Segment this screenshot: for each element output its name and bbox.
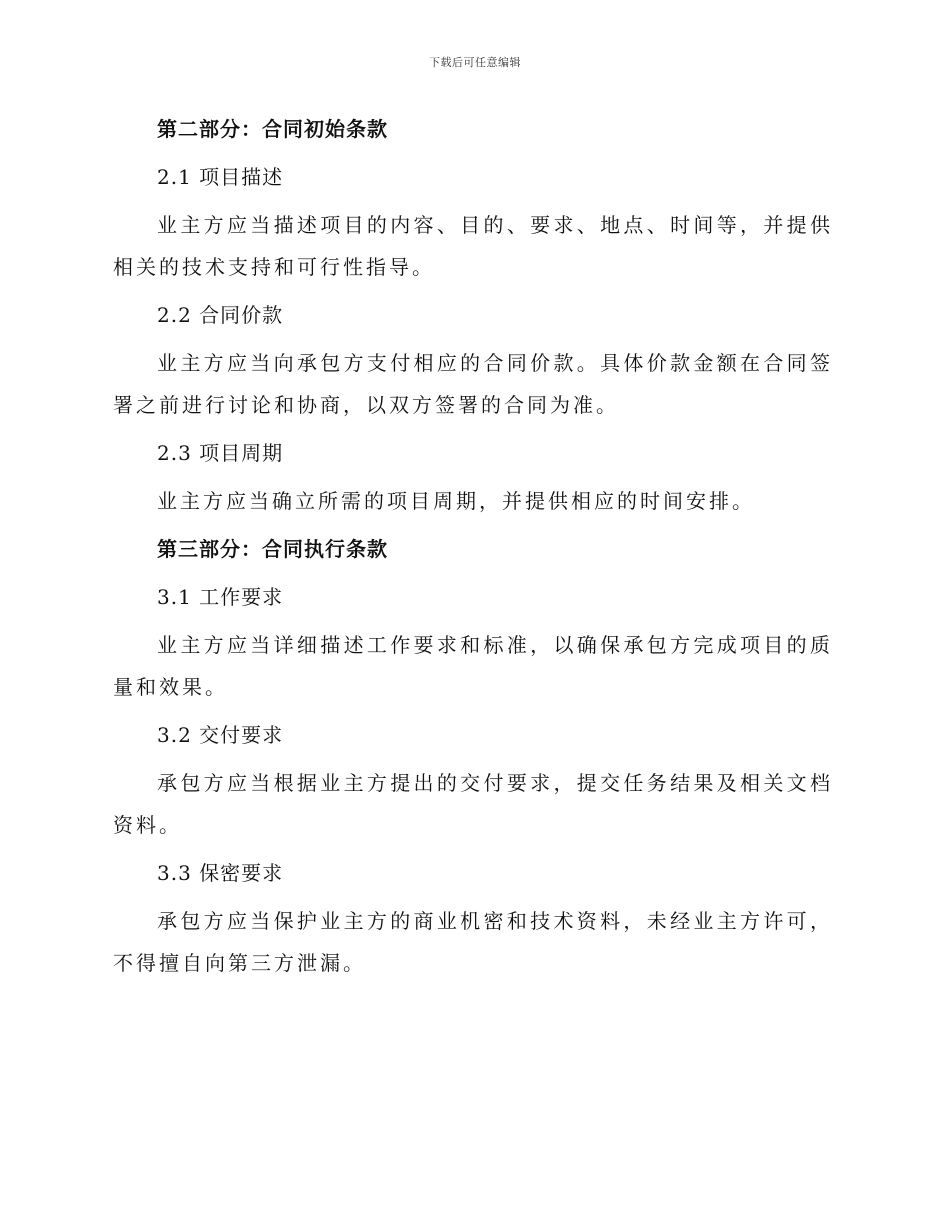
clause-title-3-3: 3.3 保密要求 <box>157 861 284 885</box>
clause-body-2-3: 业主方应当确立所需的项目周期，并提供相应的时间安排。 <box>157 489 755 513</box>
clause-title-2-3: 2.3 项目周期 <box>157 441 284 465</box>
clause-body-3-1: 业主方应当详细描述工作要求和标准，以确保承包方完成项目的质量和效果。 <box>113 633 833 699</box>
clause-body-2-2: 业主方应当向承包方支付相应的合同价款。具体价款金额在合同签署之前进行讨论和协商，以双方签署的合同为准。 <box>113 351 833 417</box>
clause-title-3-2: 3.2 交付要求 <box>157 723 284 747</box>
clause-body-3-2: 承包方应当根据业主方提出的交付要求，提交任务结果及相关文档资料。 <box>113 771 833 837</box>
document-body <box>113 108 833 990</box>
clause-body-3-3: 承包方应当保护业主方的商业机密和技术资料，未经业主方许可，不得擅自向第三方泄漏。 <box>113 909 833 975</box>
section-heading-part-3: 第三部分：合同执行条款 <box>157 537 388 561</box>
clause-body-2-1: 业主方应当描述项目的内容、目的、要求、地点、时间等，并提供相关的技术支持和可行性指导。 <box>113 213 833 279</box>
section-heading-part-2: 第二部分：合同初始条款 <box>157 117 388 141</box>
page-header-note: 下载后可任意编辑 <box>429 56 521 69</box>
clause-title-2-1: 2.1 项目描述 <box>157 165 284 189</box>
clause-title-3-1: 3.1 工作要求 <box>157 585 284 609</box>
clause-title-2-2: 2.2 合同价款 <box>157 303 284 327</box>
